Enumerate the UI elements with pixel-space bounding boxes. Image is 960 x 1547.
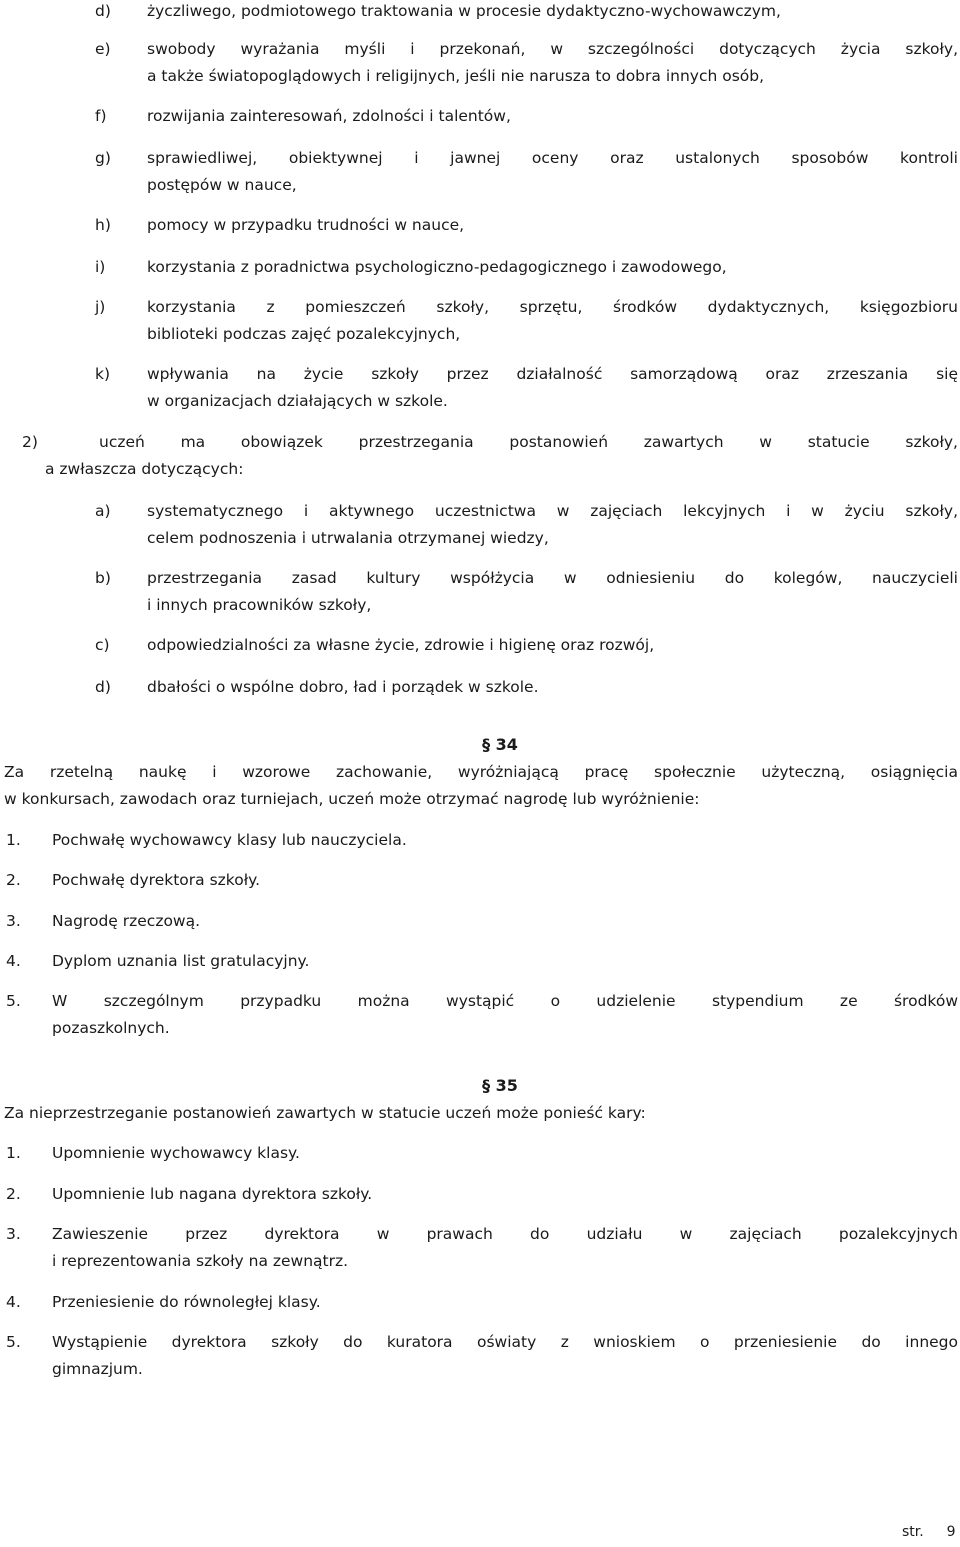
item-text-line: sprawiedliwej, obiektywnej i jawnej oceny oraz ustalonych sposobów kontroli [147, 149, 958, 167]
item-label: g) [95, 149, 111, 167]
item-text-line: korzystania z poradnictwa psychologiczno-pedagogicznego i zawodowego, [147, 258, 727, 276]
item-text-line: a zwłaszcza dotyczących: [45, 460, 244, 478]
item-label: 3. [6, 1225, 21, 1243]
item-text-line: odpowiedzialności za własne życie, zdrowie i higienę oraz rozwój, [147, 636, 655, 654]
section-heading: § 34 [482, 735, 518, 754]
item-label: 2. [6, 871, 21, 889]
item-text-line: Dyplom uznania list gratulacyjny. [52, 952, 310, 970]
item-label: e) [95, 40, 111, 58]
item-label: 4. [6, 952, 21, 970]
page-number: 9 [946, 1524, 956, 1540]
page-footer [902, 1524, 956, 1540]
item-label: 1. [6, 831, 21, 849]
item-label: j) [95, 298, 106, 316]
item-text-line: celem podnoszenia i utrwalania otrzymanej wiedzy, [147, 529, 549, 547]
item-label: 2) [22, 433, 38, 451]
section-intro-line: Za nieprzestrzeganie postanowień zawartych w statucie uczeń może ponieść kary: [4, 1104, 646, 1122]
item-text-line: Pochwałę dyrektora szkoły. [52, 871, 260, 889]
item-text-line: postępów w nauce, [147, 176, 297, 194]
item-text-line: swobody wyrażania myśli i przekonań, w szczególności dotyczących życia szkoły, [147, 40, 958, 58]
item-label: c) [95, 636, 110, 654]
item-text-line: systematycznego i aktywnego uczestnictwa w zajęciach lekcyjnych i w życiu szkoły, [147, 502, 958, 520]
item-text-line: a także światopoglądowych i religijnych, jeśli nie narusza to dobra innych osób, [147, 67, 765, 85]
item-text-line: przestrzegania zasad kultury współżycia w odniesieniu do kolegów, nauczycieli [147, 569, 958, 587]
item-label: b) [95, 569, 111, 587]
item-text-line: Upomnienie wychowawcy klasy. [52, 1144, 300, 1162]
item-text-line: uczeń ma obowiązek przestrzegania postanowień zawartych w statucie szkoły, [99, 433, 958, 451]
item-text-line: Wystąpienie dyrektora szkoły do kuratora oświaty z wnioskiem o przeniesienie do innego [52, 1333, 958, 1351]
item-label: i) [95, 258, 106, 276]
item-text-line: i reprezentowania szkoły na zewnątrz. [52, 1252, 349, 1270]
item-text-line: i innych pracowników szkoły, [147, 596, 372, 614]
item-label: 3. [6, 912, 21, 930]
item-text-line: korzystania z pomieszczeń szkoły, sprzętu, środków dydaktycznych, księgozbioru [147, 298, 958, 316]
item-text-line: życzliwego, podmiotowego traktowania w procesie dydaktyczno-wychowawczym, [147, 2, 781, 20]
item-text-line: gimnazjum. [52, 1360, 143, 1378]
item-text-line: pomocy w przypadku trudności w nauce, [147, 216, 465, 234]
item-label: 5. [6, 992, 21, 1010]
item-text-line: Zawieszenie przez dyrektora w prawach do udziału w zajęciach pozalekcyjnych [52, 1225, 958, 1243]
item-label: k) [95, 365, 111, 383]
section-heading: § 35 [482, 1076, 518, 1095]
item-text-line: pozaszkolnych. [52, 1019, 170, 1037]
item-label: 5. [6, 1333, 21, 1351]
page-label: str. [902, 1524, 924, 1540]
item-text-line: Upomnienie lub nagana dyrektora szkoły. [52, 1185, 373, 1203]
item-text-line: biblioteki podczas zajęć pozalekcyjnych, [147, 325, 461, 343]
item-label: d) [95, 2, 111, 20]
item-label: h) [95, 216, 111, 234]
item-label: d) [95, 678, 111, 696]
section-intro-line: w konkursach, zawodach oraz turniejach, uczeń może otrzymać nagrodę lub wyróżnienie: [4, 790, 700, 808]
item-text-line: Przeniesienie do równoległej klasy. [52, 1293, 321, 1311]
item-label: 1. [6, 1144, 21, 1162]
item-label: 4. [6, 1293, 21, 1311]
item-text-line: dbałości o wspólne dobro, ład i porządek w szkole. [147, 678, 539, 696]
item-text-line: w organizacjach działających w szkole. [147, 392, 448, 410]
item-text-line: rozwijania zainteresowań, zdolności i talentów, [147, 107, 511, 125]
item-text-line: wpływania na życie szkoły przez działalność samorządową oraz zrzeszania się [147, 365, 958, 383]
item-label: f) [95, 107, 107, 125]
section-intro-line: Za rzetelną naukę i wzorowe zachowanie, wyróżniającą pracę społecznie użyteczną, osiągnięcia [4, 763, 958, 781]
item-text-line: Pochwałę wychowawcy klasy lub nauczyciela. [52, 831, 407, 849]
item-label: 2. [6, 1185, 21, 1203]
item-text-line: W szczególnym przypadku można wystąpić o udzielenie stypendium ze środków [52, 992, 958, 1010]
item-label: a) [95, 502, 111, 520]
item-text-line: Nagrodę rzeczową. [52, 912, 201, 930]
